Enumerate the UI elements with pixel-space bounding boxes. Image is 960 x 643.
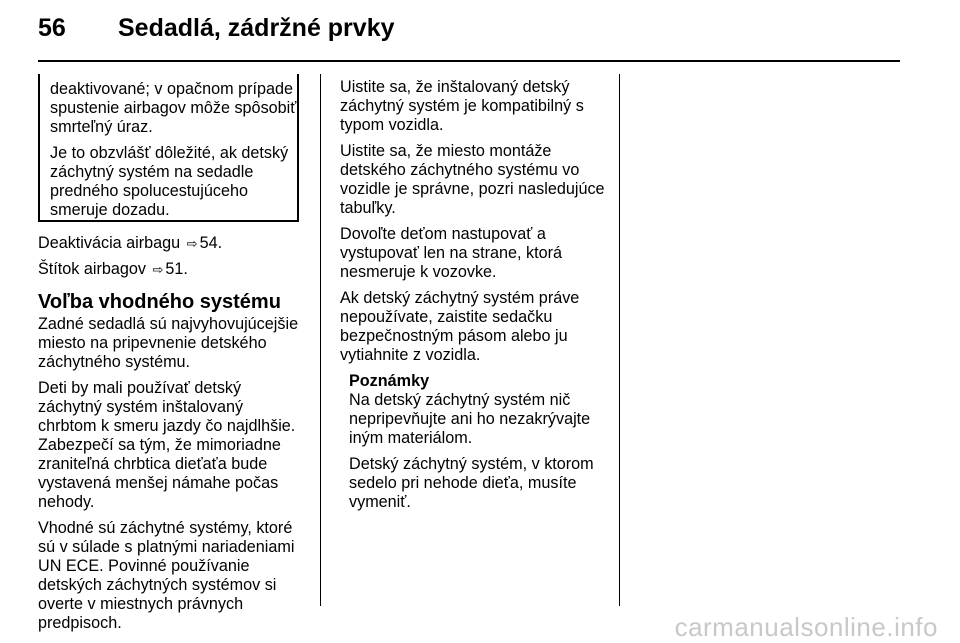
body-paragraph: Uistite sa, že inštalovaný detský záchytný systém je kompatibilný s typom vozidla.: [340, 78, 584, 134]
body-paragraph: Zadné sedadlá sú najvyhovujúcejšie miesto na pripevnenie detského záchytného systému.: [38, 315, 299, 371]
note-paragraph: Na detský záchytný systém nič nepripevňujte ani ho nezakrývajte iným materiálom.: [349, 391, 591, 447]
note-block: [349, 372, 608, 512]
left-column: [38, 234, 306, 640]
watermark: carmanualsonline.info: [674, 612, 938, 642]
page-arrow-icon: ⇨: [152, 262, 164, 277]
cross-reference[interactable]: [38, 260, 306, 279]
reference-text: Štítok airbagov: [38, 260, 146, 278]
warning-paragraph: deaktivované; v opačnom prípade spustenie airbagov môže spôsobiť smrteľný úraz.: [50, 80, 297, 136]
page-title: Sedadlá, zádržné prvky: [118, 14, 395, 42]
body-paragraph: Ak detský záchytný systém práve nepoužívate, zaistite sedačku bezpečnostným pásom alebo ju vytiahnite z vozidla.: [340, 289, 580, 364]
note-paragraph: Detský záchytný systém, v ktorom sedelo pri nehode dieťa, musíte vymeniť.: [349, 455, 594, 511]
body-paragraph: Deti by mali používať detský záchytný systém inštalovaný chrbtom k smeru jazdy čo najdlhšie. Zabezpečí sa tým, že mimoriadne zraniteľná chrbtica dieťaťa bude vystavená menšej námahe počas nehody.: [38, 379, 296, 511]
body-paragraph: Uistite sa, že miesto montáže detského záchytného systému vo vozidle je správne, pozri nasledujúce tabuľky.: [340, 142, 605, 217]
warning-box: [38, 74, 299, 222]
right-column: [340, 78, 608, 519]
body-paragraph: Vhodné sú záchytné systémy, ktoré sú v súlade s platnými nariadeniami UN ECE. Povinné používanie detských záchytných systémov si overte v miestnych právnych predpisoch.: [38, 519, 295, 632]
header-rule: [38, 60, 900, 62]
column-divider: [320, 74, 321, 606]
reference-page: 51.: [165, 260, 188, 278]
cross-reference[interactable]: [38, 234, 306, 253]
section-heading: Voľba vhodného systému: [38, 291, 281, 313]
reference-page: 54.: [199, 234, 223, 252]
page-number: 56: [38, 14, 66, 42]
body-paragraph: Dovoľte deťom nastupovať a vystupovať len na strane, ktorá nesmeruje k vozovke.: [340, 225, 563, 281]
warning-paragraph: Je to obzvlášť dôležité, ak detský záchytný systém na sedadle predného spolucestujúceho smeruje dozadu.: [50, 144, 289, 219]
column-divider: [619, 74, 620, 606]
reference-text: Deaktivácia airbagu: [38, 234, 181, 252]
page-arrow-icon: ⇨: [186, 236, 198, 251]
note-title: Poznámky: [349, 372, 430, 390]
